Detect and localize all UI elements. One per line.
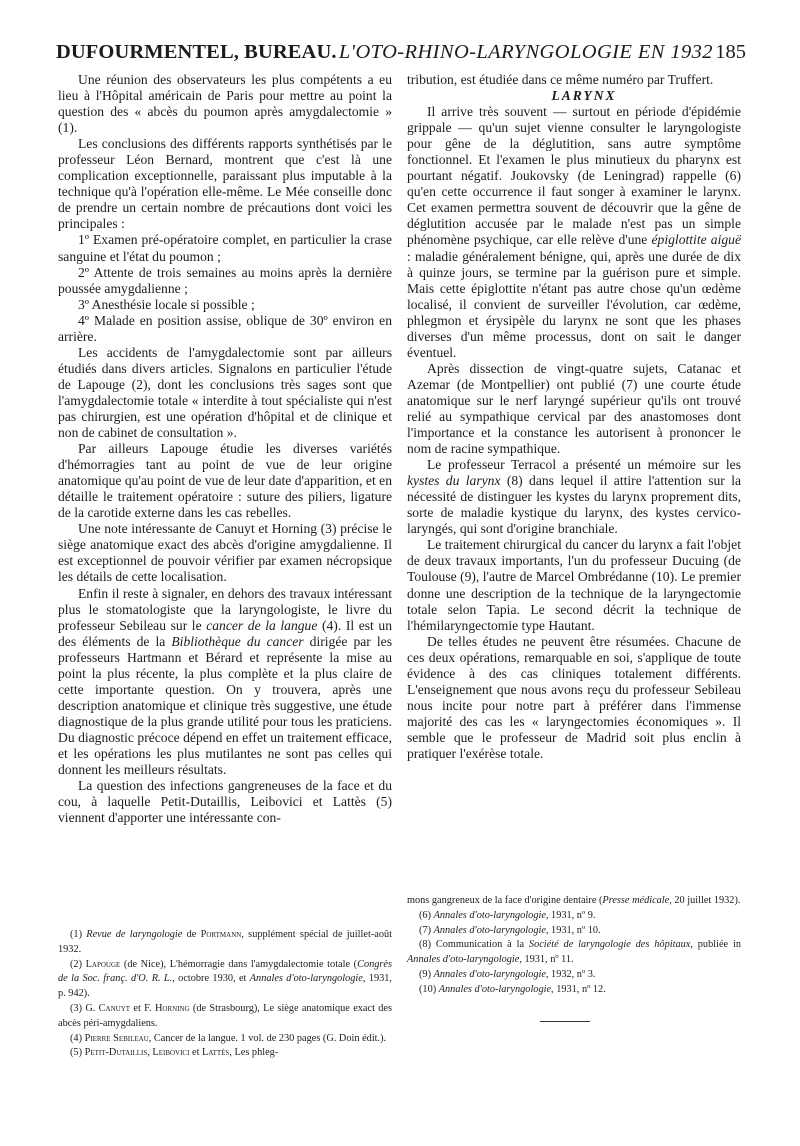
paragraph: [58, 586, 392, 779]
paragraph: Le traitement chirurgical du cancer du larynx a fait l'objet de deux travaux importants, l'un du professeur Ducuing (de Toulouse (9), l'autre de Marcel Ombrédanne (10). Le premier donne une description de la technique de la laryngectomie totale selon Tapia. Le second décrit la technique de l'hémilaryngectomie type Hautant.: [407, 537, 741, 633]
text-run: , 1931, nº 12.: [551, 983, 606, 995]
text-run: mons gangreneux de la face d'origine dentaire (: [407, 895, 603, 906]
italic-run: épiglottite aiguë: [651, 232, 742, 248]
footnote: [407, 968, 741, 983]
paragraph: De telles études ne peuvent être résumées. Chacune de ces deux opérations, remarquable en soi, s'applique de toute évidence à des cas cliniques totalement différents. L'enseignement que nous avons reçu du professeur Sebileau nous incite pour notre part à préférer dans l'immense majorité des cas les « laryngectomies économiques ». Il semble que le professeur de Madrid soit plus enclin à pratiquer l'exérèse totale.: [407, 633, 741, 761]
paragraph: [407, 104, 741, 361]
italic-run: kystes du larynx: [407, 473, 501, 489]
text-run: , Les phleg-: [229, 1047, 279, 1059]
text-run: , publiée in: [690, 939, 741, 951]
italic-run: Annales d'oto-laryngologie: [407, 954, 520, 966]
italic-run: Presse médicale: [602, 895, 670, 906]
text-run: (7): [419, 924, 434, 936]
text-run: dirigée par les professeurs Hartmann et Bérard et représente la mise au point la plus récente, la plus complète et la plus claire de cette importante question. On y trouvera, après une description anatomique et clinique très suggestive, une étude diagnostique de la plus grande utilité pour tous les praticiens. Du diagnostic précoce dépend en effet un traitement efficace, et les opérations les plus mutilantes ne sont pas celles qui donnent les meilleurs résultats.: [58, 633, 392, 778]
italic-run: cancer de la langue: [206, 617, 318, 633]
running-head: [56, 40, 746, 64]
footnotes-left: [58, 928, 392, 1061]
list-item: 2º Attente de trois semaines au moins après la dernière poussée amygdalienne ;: [58, 264, 392, 296]
text-run: Il arrive très souvent — surtout en période d'épidémie grippale — qu'un sujet vienne consulter le laryngologiste pour gêne de la déglutition, sans autre symptôme fonctionnel. Et l'examen le plus minutieux du pharynx est pourtant négatif. Joukovsky (de Leningrad) rappelle (6) qu'en cette occurrence il faut songer à examiner le larynx. Cet examen permettra souvent de découvrir que la gêne de déglutition accusée par le malade n'est pas un simple phénomène psychique, car elle relève d'une: [407, 104, 741, 248]
footnote: [58, 928, 392, 958]
text-run: Enfin il reste à signaler, en dehors des travaux intéressant plus le stomatologiste que la laryngologiste, le livre du professeur Sebileau sur le: [58, 585, 392, 633]
smallcaps-run: G. Canuyt: [85, 1002, 131, 1014]
smallcaps-run: Portmann: [200, 929, 242, 940]
text-run: (10): [419, 983, 439, 995]
italic-run: Annales d'oto-laryngologie: [438, 983, 552, 995]
text-run: , supplément spécial de juillet-août 1932.: [58, 929, 392, 955]
italic-run: Annales d'oto-laryngologie: [433, 909, 546, 921]
text-run: de: [182, 929, 201, 940]
text-run: (4): [70, 1032, 85, 1044]
footnote: [407, 909, 741, 924]
italic-run: Congrès de la Soc. franç. d'O. R. L.: [58, 958, 392, 985]
right-column: [407, 72, 741, 762]
text-run: , 1931, nº 9.: [545, 909, 596, 921]
text-run: : maladie généralement bénigne, qui, après une durée de dix à quinze jours, se termine par la guérison pure et simple. Mais cette épiglottite n'étant pas autre chose qu'un œdème localisé, il convient de surveiller l'évolution, car œdème, phlegmon et érysipèle du larynx ne sont que les phases diverses d'un même processus, dont on sait le danger éventuel.: [407, 248, 741, 360]
text-run: (de Strasbourg), Le siège anatomique exact des abcès péri-amygdaliens.: [58, 1002, 392, 1029]
paragraph: Les accidents de l'amygdalectomie sont par ailleurs étudiés dans divers articles. Signalons en particulier l'étude de Lapouge (2), dont les conclusions très sages sont que l'amygdalectomie totale « interdite à tout spécialiste qui n'est pas chirurgien, est une opération d'hôpital et de clinique et non de cabinet de consultation ».: [58, 344, 392, 441]
footnote: [407, 894, 741, 909]
footnote: [58, 958, 392, 1002]
section-heading: LARYNX: [551, 88, 617, 104]
italic-run: Annales d'oto-laryngologie: [433, 924, 546, 936]
smallcaps-run: Petit-Dutaillis, Leibovici: [84, 1047, 190, 1059]
footnote: [58, 1046, 392, 1061]
text-run: (2): [70, 958, 86, 970]
text-run: (1): [70, 929, 87, 940]
italic-run: Revue de laryngologie: [86, 929, 183, 940]
text-run: (4). Il est un des éléments de la: [58, 617, 392, 649]
smallcaps-run: Lattès: [202, 1047, 230, 1059]
text-run: , 1932, nº 3.: [545, 968, 596, 980]
italic-run: Annales d'oto-laryngologie: [433, 968, 546, 980]
paragraph: [407, 457, 741, 537]
footnotes-right: [407, 894, 741, 998]
text-run: et: [189, 1047, 203, 1059]
text-run: , 1931, p. 942).: [58, 973, 392, 1000]
footnote: [58, 1002, 392, 1032]
text-run: (8) Communication à la: [419, 939, 529, 951]
text-run: , 20 juillet 1932).: [669, 895, 741, 906]
paragraph: Par ailleurs Lapouge étudie les diverses variétés d'hémorragies tant au point de vue de leur origine anatomique qu'au point de vue de leur date d'apparition, et en détaille le traitement opératoire : suture des piliers, ligature de la carotide externe dans les cas rebelles.: [58, 441, 392, 521]
smallcaps-run: Lapouge: [85, 958, 121, 970]
end-rule: [540, 1021, 590, 1022]
list-item: 1º Examen pré-opératoire complet, en particulier la crase sanguine et l'état du poumon ;: [58, 232, 392, 264]
footnote: [407, 938, 741, 968]
italic-run: Bibliothèque du cancer: [171, 633, 304, 649]
text-run: , Cancer de la langue. 1 vol. de 230 pages (G. Doin édit.).: [148, 1032, 387, 1044]
running-head-authors: DUFOURMENTEL, BUREAU.: [56, 41, 337, 63]
text-run: (de Nice), L'hémorragie dans l'amygdalectomie totale (: [120, 958, 358, 970]
left-column: [58, 72, 392, 826]
text-run: (5): [70, 1047, 85, 1059]
list-item: 3º Anesthésie locale si possible ;: [78, 296, 255, 312]
text-run: , octobre 1930, et: [172, 973, 250, 985]
text-run: (3): [70, 1002, 86, 1014]
footnote: [58, 1032, 392, 1047]
running-head-title: L'OTO-RHINO-LARYNGOLOGIE EN 1932: [338, 41, 713, 63]
footnote: [407, 983, 741, 998]
text-run: (6): [419, 909, 434, 921]
smallcaps-run: F. Horning: [144, 1002, 190, 1014]
footnote: [407, 924, 741, 939]
paragraph: La question des infections gangreneuses de la face et du cou, à laquelle Petit-Dutaillis, Leibovici et Lattès (5) viennent d'apporter une intéressante con-: [58, 778, 392, 826]
text-run: Le professeur Terracol a présenté un mémoire sur les: [427, 457, 741, 473]
paragraph: Une réunion des observateurs les plus compétents a eu lieu à l'Hôpital américain de Paris pour mettre au point la question des « abcès du poumon après amygdalectomie » (1).: [58, 72, 392, 136]
text-run: (9): [419, 968, 434, 980]
paragraph: tribution, est étudiée dans ce même numéro par Truffert.: [407, 72, 714, 87]
text-run: , 1931, nº 11.: [519, 954, 574, 966]
smallcaps-run: Pierre Sebileau: [84, 1032, 149, 1044]
paragraph: Une note intéressante de Canuyt et Horning (3) précise le siège anatomique exact des abcès d'origine amygdalienne. Il est exceptionnel de pouvoir vérifier par examen nécropsique les détails de cette localisation.: [58, 521, 392, 585]
text-run: , 1931, nº 10.: [545, 924, 601, 936]
paragraph: Après dissection de vingt-quatre sujets, Catanac et Azemar (de Montpellier) ont publié (7) une courte étude anatomique sur le nerf laryngé supérieur qu'ils ont trouvé relié au sympathique cervical par des anastomoses dont l'importance et la constance les autorisent à prononcer le nom de racine sympathique.: [407, 360, 741, 457]
list-item: 4º Malade en position assise, oblique de 30º environ en arrière.: [58, 312, 392, 344]
italic-run: Annales d'oto-laryngologie: [249, 973, 363, 985]
text-run: (8) dans lequel il attire l'attention sur la nécessité de distinguer les kystes du larynx proprement dits, sorte de maladie kystique du larynx, des kystes cervico-laryngés, qui sont d'origine branchiale.: [407, 473, 742, 537]
paragraph: Les conclusions des différents rapports synthétisés par le professeur Léon Bernard, montrent que c'est là une complication exceptionnelle, paraissant plus imputable à la technique qu'à l'opération elle-même. Le Mée conseille donc de prendre un certain nombre de précautions dont voici les principales :: [58, 136, 392, 232]
text-run: et: [130, 1002, 145, 1014]
page-number: 185: [715, 41, 746, 63]
italic-run: Société de laryngologie des hôpitaux: [528, 939, 691, 951]
